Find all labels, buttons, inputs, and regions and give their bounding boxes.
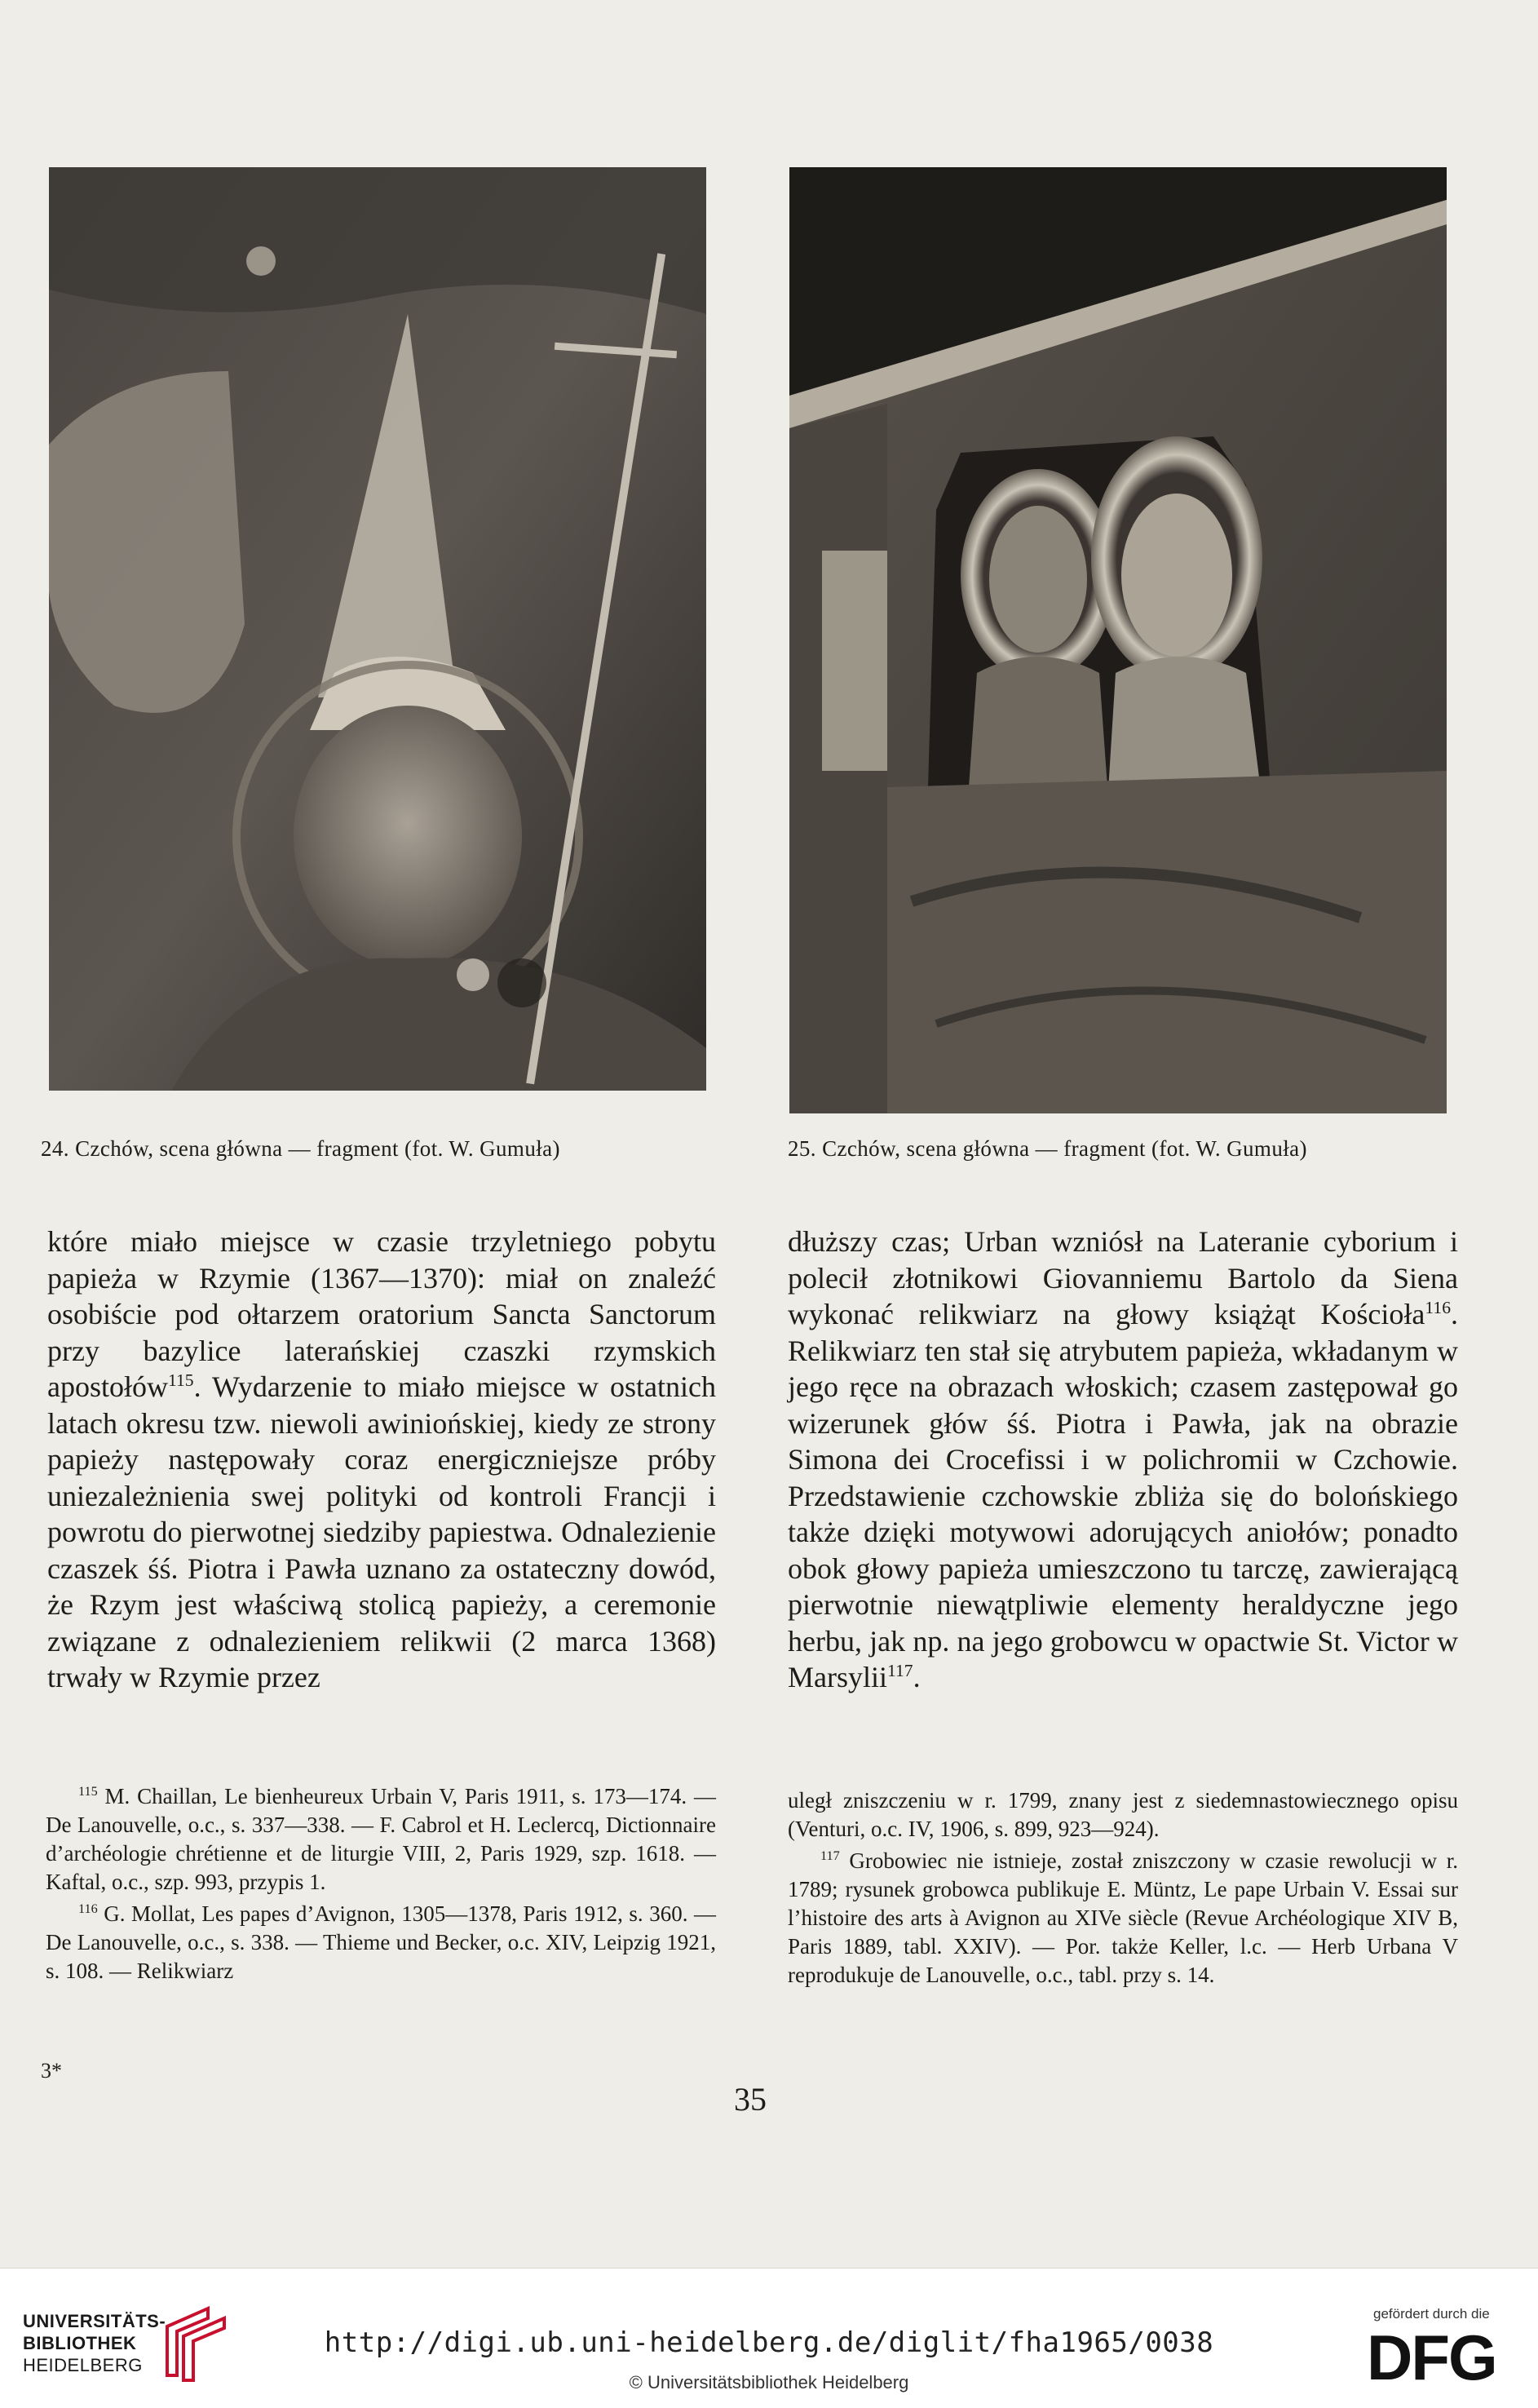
funding-note: gefördert durch die [1373,2306,1490,2322]
library-name-line1: UNIVERSITÄTS- [23,2311,166,2331]
copyright-notice: © Universitätsbibliothek Heidelberg [629,2372,909,2393]
footnote-number: 115 [78,1784,98,1799]
figure-24-photo [49,167,706,1091]
figure-25-photo [789,167,1447,1113]
signature-mark: 3* [41,2059,62,2083]
page-number: 35 [734,2081,767,2118]
footnote-117 [788,1847,1458,1990]
footnote-115 [46,1782,716,1897]
footnote-number: 117 [820,1848,840,1863]
permalink-url[interactable]: http://digi.ub.uni-heidelberg.de/diglit/fha1965/0038 [324,2326,1214,2359]
footnote-number: 116 [78,1901,98,1916]
body-text-right-column [788,1224,1458,1696]
body-text: . [913,1661,921,1693]
footnote-text: uległ zniszczeniu w r. 1799, znany jest z siedemnastowiecznego opisu (Venturi, o.c. IV, 1906, s. 899, 923—924). [788,1788,1458,1841]
footnotes-left [46,1782,716,1989]
figure-24-caption: 24. Czchów, scena główna — fragment (fot. W. Gumuła) [41,1136,560,1161]
footnote-ref-116: 116 [1425,1298,1451,1317]
footnote-text: M. Chaillan, Le bienheureux Urbain V, Paris 1911, s. 173—174. — De Lanouvelle, o.c., s. 337—338. — F. Cabrol et H. Leclercq, Dictionnaire d’archéologie chrétienne et de liturgie VIII, 2, Paris 1929, szp. 1618. — Kaftal, o.c., szp. 993, przypis 1. [46,1784,717,1894]
body-text-left-column [47,1224,716,1696]
footnote-ref-115: 115 [168,1370,194,1390]
body-paragraph [788,1224,1458,1696]
library-name-line2: BIBLIOTHEK [23,2333,137,2353]
dfg-logo[interactable]: DFG [1367,2322,1496,2393]
footnote-text: Grobowiec nie istnieje, został zniszczony w czasie rewolucji w r. 1789; rysunek grobowca publikuje E. Müntz, Le pape Urbain V. Essai sur l’histoire des arts à Avignon au XIVe siècle (Revue Archéologique XIV B, Paris 1889, tabl. XXIV). — Por. także Keller, l.c. — Herb Urbana V reprodukuje de Lanouvelle, o.c., tabl. przy s. 14. [788,1848,1458,1987]
body-text: dłuższy czas; Urban wzniósł na Lateranie cyborium i polecił złotnikowi Giovanniemu Bartolo da Siena wykonać relikwiarz na głowy książąt Kościoła [788,1225,1458,1330]
footnote-text: G. Mollat, Les papes d’Avignon, 1305—1378, Paris 1912, s. 360. — De Lanouvelle, o.c., s. 338. — Thieme und Becker, o.c. XIV, Leipzig 1921, s. 108. — Relikwiarz [46,1901,717,1983]
body-text: . Relikwiarz ten stał się atrybutem papieża, wkładanym w jego ręce na obrazach włoskich; czasem zastępował go wizerunek głów śś. Piotra i Pawła, jak na obrazie Simona dei Crocefissi i w polichromii w Czchowie. Przedstawienie czchowskie zbliża się do bolońskiego także dzięki motywowi adorujących aniołów; ponadto obok głowy papieża umieszczono tu tarczę, zawierającą pierwotnie niewątpliwie elementy heraldyczne jego herbu, jak np. na jego grobowcu w opactwie St. Victor w Marsylii [788,1298,1458,1693]
body-paragraph [47,1224,716,1696]
figure-25-caption: 25. Czchów, scena główna — fragment (fot. W. Gumuła) [788,1136,1307,1161]
footnotes-right [788,1786,1458,1993]
footnote-116-continued [788,1786,1458,1844]
footnote-116 [46,1900,716,1985]
footnote-ref-117: 117 [887,1661,913,1680]
library-name-line3: HEIDELBERG [23,2355,143,2375]
body-text: które miało miejsce w czasie trzyletniego pobytu papieża w Rzymie (1367—1370): miał on znaleźć osobiście pod ołtarzem oratorium Sancta Sanctorum przy bazylice laterańskiej czaszki rzymskich apostołów [47,1225,716,1403]
body-text: . Wydarzenie to miało miejsce w ostatnich latach okresu tzw. niewoli awiniońskiej, kiedy ze strony papieży następowały coraz energiczniejsze próby uniezależnienia swej polityki od kontroli Francji i powrotu do pierwotnej siedziby papiestwa. Odnalezienie czaszek śś. Piotra i Pawła uznano za ostateczny dowód, że Rzym jest właściwą stolicą papieży, a ceremonie związane z odnalezieniem relikwii (2 marca 1368) trwały w Rzymie przez [47,1370,716,1693]
